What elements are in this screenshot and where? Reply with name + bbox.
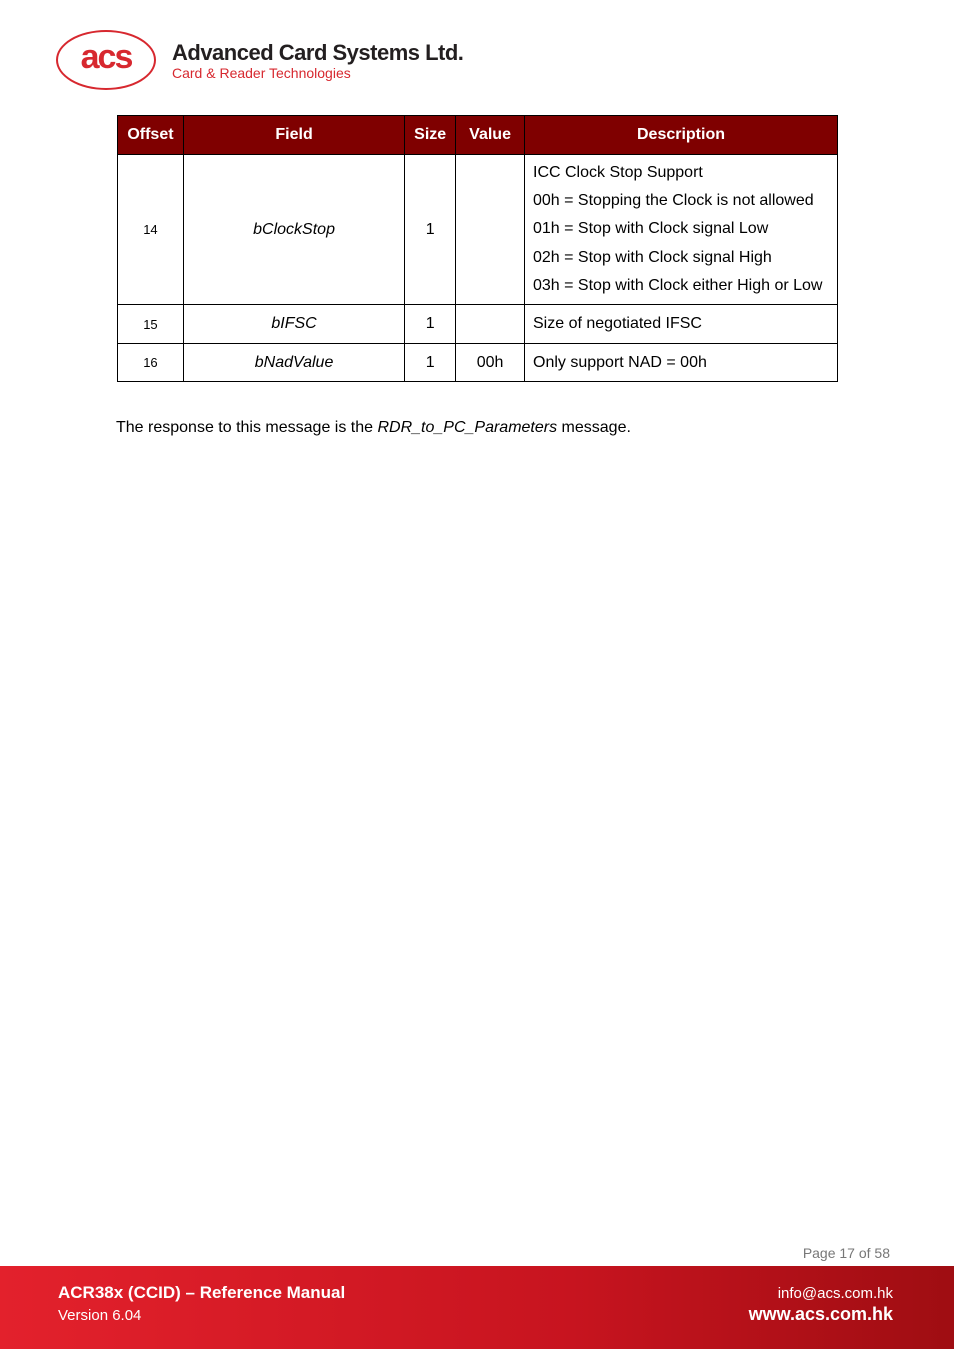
- offset-cell: 15: [118, 305, 184, 344]
- company-logo: [56, 30, 464, 94]
- column-header-value: Value: [456, 116, 525, 155]
- description-line: 03h = Stop with Clock either High or Low: [533, 276, 823, 294]
- acs-logo-mark: [56, 30, 156, 90]
- description-line: 01h = Stop with Clock signal Low: [533, 220, 769, 238]
- table-row: [118, 305, 838, 344]
- table-header-row: [118, 116, 838, 155]
- logo-text: acs: [80, 38, 132, 76]
- field-cell: bNadValue: [183, 344, 404, 382]
- response-paragraph: [116, 419, 631, 437]
- document-version: Version 6.04: [58, 1307, 142, 1324]
- value-cell: [456, 155, 525, 305]
- offset-cell: 16: [118, 344, 184, 382]
- document-title: ACR38x (CCID) – Reference Manual: [58, 1283, 346, 1302]
- table-row: [118, 344, 838, 382]
- parameter-table: [117, 115, 838, 382]
- size-cell: 1: [405, 344, 456, 382]
- description-cell: Only support NAD = 00h: [525, 344, 838, 382]
- table-row: [118, 155, 838, 305]
- description-line: ICC Clock Stop Support: [533, 163, 703, 181]
- field-cell: bClockStop: [183, 155, 404, 305]
- website-link: www.acs.com.hk: [748, 1304, 893, 1324]
- message-name: RDR_to_PC_Parameters: [377, 419, 558, 436]
- description-cell: Size of negotiated IFSC: [525, 305, 838, 344]
- company-tagline: Card & Reader Technologies: [172, 65, 351, 81]
- description-line: 02h = Stop with Clock signal High: [533, 248, 772, 266]
- size-cell: 1: [405, 155, 456, 305]
- offset-cell: 14: [118, 155, 184, 305]
- column-header-size: Size: [405, 116, 456, 155]
- description-line: 00h = Stopping the Clock is not allowed: [533, 192, 814, 210]
- value-cell: 00h: [456, 344, 525, 382]
- page-footer: [0, 1266, 954, 1349]
- description-cell: [525, 155, 838, 305]
- company-name: Advanced Card Systems Ltd.: [172, 40, 464, 65]
- column-header-description: Description: [525, 116, 838, 155]
- value-cell: [456, 305, 525, 344]
- paragraph-text-before: The response to this message is the: [116, 419, 378, 436]
- size-cell: 1: [405, 305, 456, 344]
- contact-email: info@acs.com.hk: [777, 1285, 893, 1302]
- field-cell: bIFSC: [183, 305, 404, 344]
- column-header-offset: Offset: [118, 116, 184, 155]
- column-header-field: Field: [183, 116, 404, 155]
- paragraph-text-after: message.: [557, 419, 631, 436]
- page-number: Page 17 of 58: [802, 1245, 890, 1261]
